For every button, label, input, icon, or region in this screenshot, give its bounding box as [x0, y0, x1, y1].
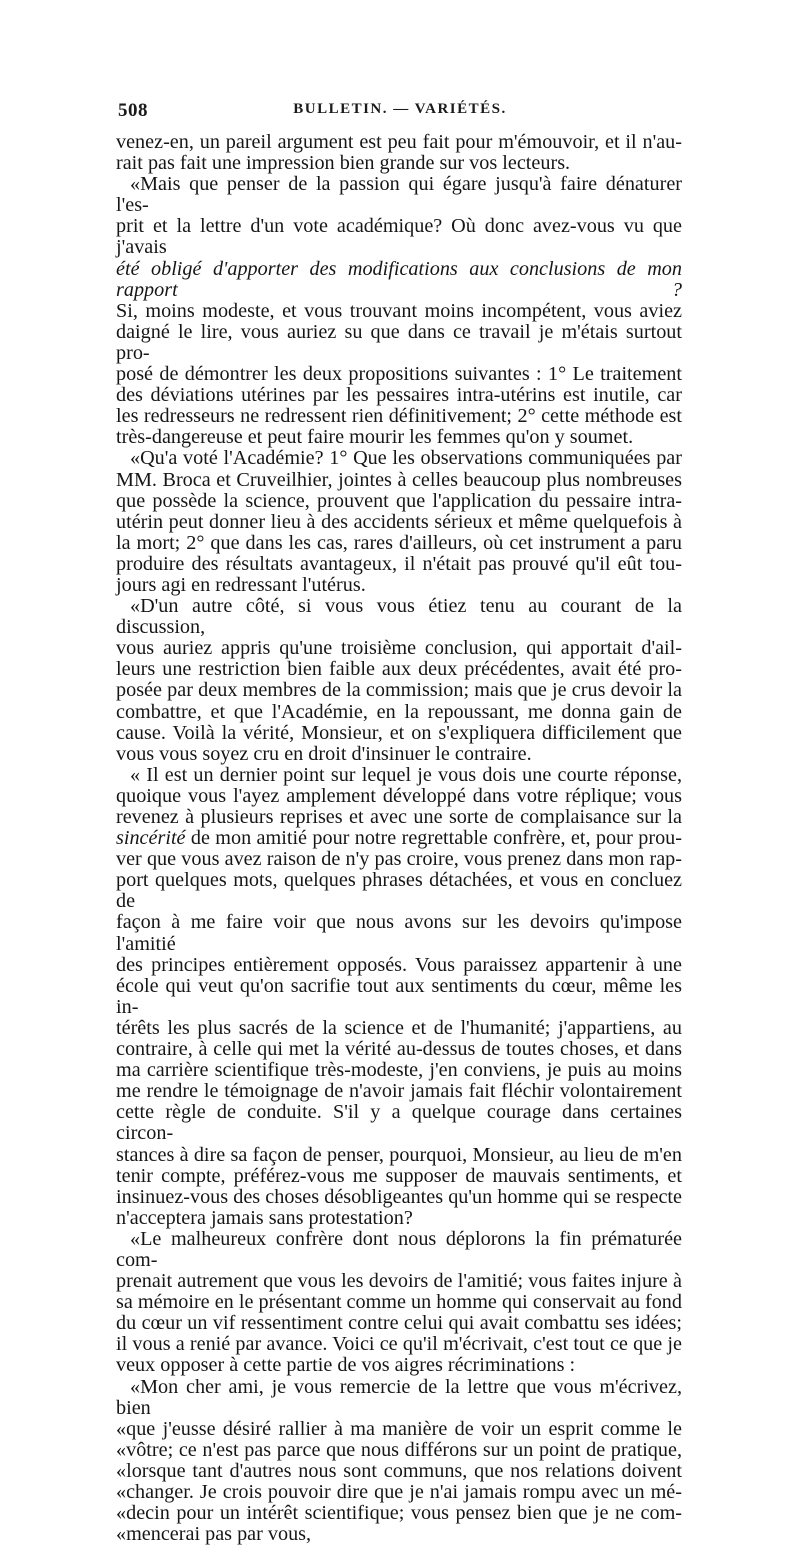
- text-line: du cœur un vif ressentiment contre celui qui avait combattu ses idées;: [116, 1312, 682, 1335]
- text-line: revenez à plusieurs reprises et avec une sorte de complaisance sur la: [116, 806, 682, 828]
- text-line: façon à me faire voir que nous avons sur les devoirs qu'impose l'amitié: [116, 911, 682, 955]
- text-line: quoique vous l'ayez amplement développé dans votre réplique; vous: [116, 784, 682, 807]
- text-line: posée par deux membres de la commission; mais que je crus devoir la: [116, 679, 682, 702]
- body-text: [116, 132, 682, 1545]
- text-line: tenir compte, préférez-vous me supposer de mauvais sentiments, et: [116, 1164, 682, 1187]
- text-line: combattre, et que l'Académie, en la repoussant, me donna gain de: [116, 700, 682, 723]
- text-line: produire des résultats avantageux, il n'était pas prouvé qu'il eût tou-: [116, 552, 682, 575]
- text-line: «decin pour un intérêt scientifique; vous pensez bien que je ne com-: [116, 1502, 682, 1525]
- text-line: contraire, à celle qui met la vérité au-dessus de toutes choses, et dans: [116, 1038, 682, 1061]
- text-line: Si, moins modeste, et vous trouvant moins incompétent, vous aviez: [116, 299, 682, 322]
- text-line: leurs une restriction bien faible aux deux précédentes, avait été pro-: [116, 658, 682, 681]
- text-line: venez-en, un pareil argument est peu fait pour m'émouvoir, et il n'au-: [116, 131, 682, 153]
- text-line: sa mémoire en le présentant comme un homme qui conservait au fond: [116, 1291, 682, 1314]
- italic-word: sincérité: [116, 827, 186, 850]
- text-line: vous vous soyez cru en droit d'insinuer le contraire.: [116, 742, 532, 765]
- text-line: «vôtre; ce n'est pas parce que nous différons sur un point de pratique,: [116, 1438, 682, 1461]
- text-line: port quelques mots, quelques phrases détachées, et vous en concluez de: [116, 869, 682, 913]
- text-line: que possède la science, prouvent que l'application du pessaire intra-: [116, 489, 682, 512]
- text-line: «Mon cher ami, je vous remercie de la lettre que vous m'écrivez, bien: [116, 1375, 682, 1419]
- running-title: BULLETIN. — VARIÉTÉS.: [293, 101, 507, 117]
- text-line: n'acceptera jamais sans protestation?: [116, 1206, 413, 1229]
- text-line: ma carrière scientifique très-modeste, j'en conviens, je puis au moins: [116, 1059, 682, 1082]
- italic-text-line: été obligé d'apporter des modifications aux conclusions de mon rapport ?: [116, 257, 682, 301]
- text-line: cette règle de conduite. S'il y a quelque courage dans certaines circon-: [116, 1101, 682, 1145]
- text-line: il vous a renié par avance. Voici ce qu'il m'écrivait, c'est tout ce que je: [116, 1333, 682, 1356]
- text-line: insinuez-vous des choses désobligeantes qu'un homme qui se respecte: [116, 1185, 682, 1208]
- text-line: «changer. Je crois pouvoir dire que je n'ai jamais rompu avec un mé-: [116, 1481, 682, 1503]
- page-number: 508: [118, 100, 148, 121]
- text-line: vous auriez appris qu'une troisième conclusion, qui apportait d'ail-: [116, 637, 682, 660]
- text-line: des déviations utérines par les pessaires intra-utérins est inutile, car: [116, 384, 682, 407]
- text-line: ver que vous avez raison de n'y pas croire, vous prenez dans mon rap-: [116, 848, 682, 871]
- text-line: jours agi en redressant l'utérus.: [116, 573, 366, 596]
- text-line: térêts les plus sacrés de la science et de l'humanité; j'appartiens, au: [116, 1016, 682, 1039]
- text-line: daigné le lire, vous auriez su que dans ce travail je m'étais surtout pro-: [116, 320, 682, 364]
- text-line: «Le malheureux confrère dont nous déplorons la fin prématurée com-: [116, 1227, 682, 1271]
- text-line: la mort; 2° que dans les cas, rares d'ailleurs, où cet instrument a paru: [116, 531, 682, 554]
- text-line: école qui veut qu'on sacrifie tout aux sentiments du cœur, même les in-: [116, 974, 682, 1018]
- text-line: des principes entièrement opposés. Vous paraissez appartenir à une: [116, 953, 682, 976]
- text-line: posé de démontrer les deux propositions suivantes : 1° Le traitement: [116, 363, 682, 386]
- text-line: «lorsque tant d'autres nous sont communs, que nos relations doivent: [116, 1459, 682, 1482]
- text-line: très-dangereuse et peut faire mourir les femmes qu'on y soumet.: [116, 426, 634, 449]
- text-line: me rendre le témoignage de n'avoir jamais fait fléchir volontairement: [116, 1080, 682, 1103]
- text-line: «D'un autre côté, si vous vous étiez tenu au courant de la discussion,: [116, 595, 682, 639]
- page-header: [118, 100, 682, 124]
- text-line: « Il est un dernier point sur lequel je vous dois une courte réponse,: [130, 763, 682, 786]
- text-line: utérin peut donner lieu à des accidents sérieux et même quelquefois à: [116, 510, 682, 533]
- text-line: [116, 828, 682, 849]
- text-line: «mencerai pas par vous,: [116, 1523, 312, 1545]
- text-line: rait pas fait une impression bien grande sur vos lecteurs.: [116, 152, 571, 175]
- text-line: «que j'eusse désiré rallier à ma manière de voir un esprit comme le: [116, 1417, 682, 1440]
- text-line: «Qu'a voté l'Académie? 1° Que les observations communiquées par: [130, 447, 682, 470]
- text-line: «Mais que penser de la passion qui égare jusqu'à faire dénaturer l'es-: [116, 173, 682, 217]
- text-line: prit et la lettre d'un vote académique? Où donc avez-vous vu que j'avais: [116, 215, 682, 259]
- text-line: les redresseurs ne redressent rien définitivement; 2° cette méthode est: [116, 405, 682, 428]
- text-line: cause. Voilà la vérité, Monsieur, et on s'expliquera difficilement que: [116, 721, 682, 744]
- text-fragment: de mon amitié pour notre regrettable confrère, et, pour prou-: [185, 827, 682, 850]
- text-line: stances à dire sa façon de penser, pourquoi, Monsieur, au lieu de m'en: [116, 1143, 682, 1166]
- text-line: prenait autrement que vous les devoirs de l'amitié; vous faites injure à: [116, 1270, 682, 1293]
- text-line: MM. Broca et Cruveilhier, jointes à celles beaucoup plus nombreuses: [116, 468, 682, 491]
- text-line: veux opposer à cette partie de vos aigres récriminations :: [116, 1354, 576, 1377]
